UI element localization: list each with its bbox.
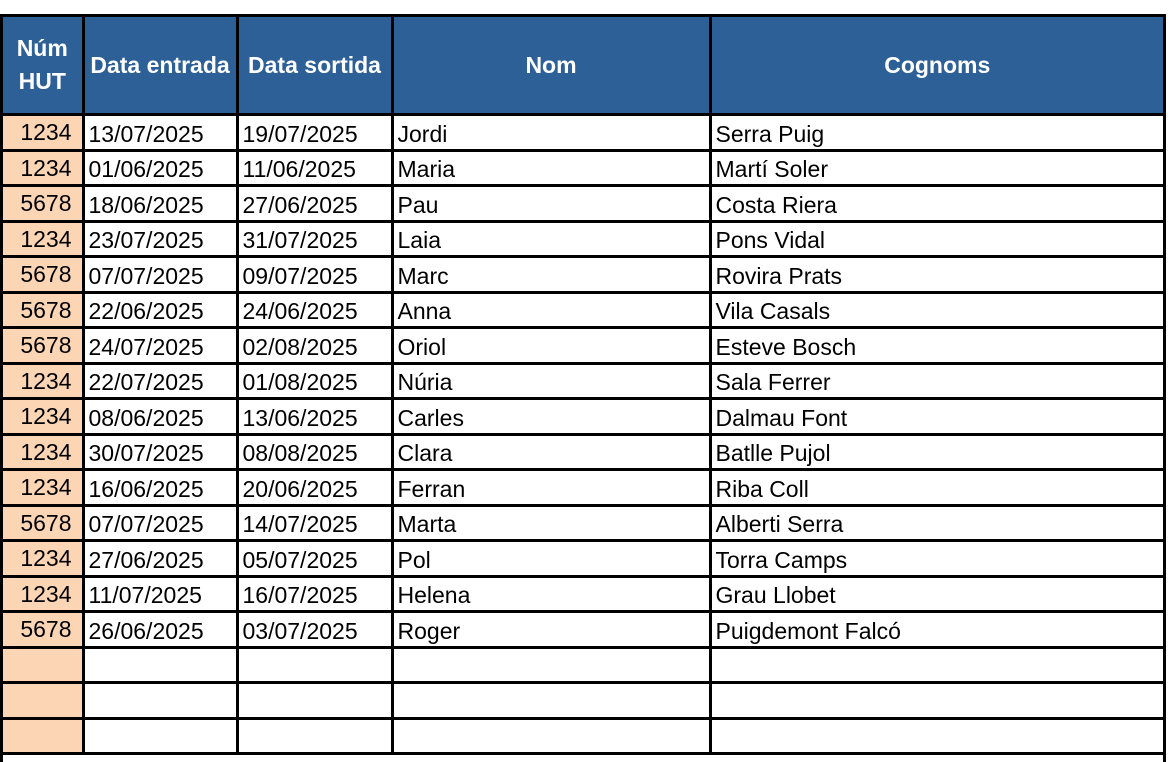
cell-data-sortida[interactable]: 24/06/2025: [237, 292, 392, 328]
header-data-sortida[interactable]: Data sortida: [237, 17, 392, 115]
cell-data-sortida[interactable]: 16/07/2025: [237, 576, 392, 612]
cell-cognoms[interactable]: [710, 683, 1163, 719]
cell-nom[interactable]: Carles: [392, 399, 710, 435]
cell-data-sortida[interactable]: 13/06/2025: [237, 399, 392, 435]
table-row: [3, 683, 1163, 719]
table-row: [3, 647, 1163, 683]
cell-num-hut[interactable]: 1234: [3, 363, 83, 399]
cell-cognoms[interactable]: Pons Vidal: [710, 221, 1163, 257]
cell-nom[interactable]: Laia: [392, 221, 710, 257]
cell-cognoms[interactable]: Esteve Bosch: [710, 328, 1163, 364]
cell-num-hut[interactable]: 5678: [3, 612, 83, 648]
cell-cognoms[interactable]: [710, 718, 1163, 754]
cell-nom[interactable]: Anna: [392, 292, 710, 328]
cell-cognoms[interactable]: Sala Ferrer: [710, 363, 1163, 399]
cell-data-sortida[interactable]: 19/07/2025: [237, 115, 392, 151]
cell-nom[interactable]: Núria: [392, 363, 710, 399]
cell-num-hut[interactable]: 1234: [3, 221, 83, 257]
cell-nom[interactable]: [392, 683, 710, 719]
header-cognoms[interactable]: Cognoms: [710, 17, 1163, 115]
cell-num-hut[interactable]: 1234: [3, 115, 83, 151]
cell-data-entrada[interactable]: 01/06/2025: [83, 150, 237, 186]
cell-data-entrada[interactable]: 11/07/2025: [83, 576, 237, 612]
table-row: [3, 292, 1163, 328]
cell-num-hut[interactable]: 1234: [3, 150, 83, 186]
cell-data-sortida[interactable]: 02/08/2025: [237, 328, 392, 364]
cell-nom[interactable]: Maria: [392, 150, 710, 186]
table-row: [3, 505, 1163, 541]
table-row: [3, 434, 1163, 470]
table-row: [3, 150, 1163, 186]
cell-cognoms[interactable]: Alberti Serra: [710, 505, 1163, 541]
cell-data-sortida[interactable]: 03/07/2025: [237, 612, 392, 648]
table-row: [3, 363, 1163, 399]
table-row: [3, 541, 1163, 577]
cell-data-entrada[interactable]: 23/07/2025: [83, 221, 237, 257]
cell-nom[interactable]: Pol: [392, 541, 710, 577]
cell-data-sortida[interactable]: [237, 683, 392, 719]
cell-nom[interactable]: Ferran: [392, 470, 710, 506]
cell-num-hut[interactable]: 1234: [3, 470, 83, 506]
cell-num-hut[interactable]: [3, 647, 83, 683]
table-row: [3, 328, 1163, 364]
cell-data-entrada[interactable]: 30/07/2025: [83, 434, 237, 470]
cell-cognoms[interactable]: Batlle Pujol: [710, 434, 1163, 470]
cell-cognoms[interactable]: Dalmau Font: [710, 399, 1163, 435]
cell-cognoms[interactable]: Riba Coll: [710, 470, 1163, 506]
cell-num-hut[interactable]: [3, 683, 83, 719]
cell-data-sortida[interactable]: 08/08/2025: [237, 434, 392, 470]
spreadsheet: [0, 14, 1166, 762]
cell-num-hut[interactable]: 5678: [3, 257, 83, 293]
cell-data-sortida[interactable]: 09/07/2025: [237, 257, 392, 293]
cell-nom[interactable]: [392, 718, 710, 754]
cell-data-sortida[interactable]: [237, 647, 392, 683]
cell-data-entrada[interactable]: 13/07/2025: [83, 115, 237, 151]
cell-num-hut[interactable]: 1234: [3, 399, 83, 435]
cell-nom[interactable]: Helena: [392, 576, 710, 612]
header-row: [3, 17, 1163, 115]
cell-nom[interactable]: Marta: [392, 505, 710, 541]
bookings-table: [3, 17, 1163, 755]
cell-data-entrada[interactable]: [83, 683, 237, 719]
cell-cognoms[interactable]: Serra Puig: [710, 115, 1163, 151]
table-row: [3, 221, 1163, 257]
cell-data-entrada[interactable]: 07/07/2025: [83, 505, 237, 541]
cell-nom[interactable]: Jordi: [392, 115, 710, 151]
cell-cognoms[interactable]: Torra Camps: [710, 541, 1163, 577]
cell-data-entrada[interactable]: 26/06/2025: [83, 612, 237, 648]
cell-data-entrada[interactable]: 18/06/2025: [83, 186, 237, 222]
cell-data-sortida[interactable]: 27/06/2025: [237, 186, 392, 222]
cell-data-sortida[interactable]: [237, 718, 392, 754]
cell-nom[interactable]: Oriol: [392, 328, 710, 364]
cell-cognoms[interactable]: Grau Llobet: [710, 576, 1163, 612]
cell-data-entrada[interactable]: 07/07/2025: [83, 257, 237, 293]
cell-nom[interactable]: Roger: [392, 612, 710, 648]
table-header: [3, 17, 1163, 115]
cell-data-sortida[interactable]: 20/06/2025: [237, 470, 392, 506]
table-row: [3, 186, 1163, 222]
cell-data-sortida[interactable]: 14/07/2025: [237, 505, 392, 541]
cell-nom[interactable]: Clara: [392, 434, 710, 470]
cell-data-entrada[interactable]: 24/07/2025: [83, 328, 237, 364]
cell-data-sortida[interactable]: 05/07/2025: [237, 541, 392, 577]
table-row: [3, 612, 1163, 648]
cell-num-hut[interactable]: 1234: [3, 541, 83, 577]
table-row: [3, 257, 1163, 293]
cell-num-hut[interactable]: 5678: [3, 292, 83, 328]
cell-cognoms[interactable]: Costa Riera: [710, 186, 1163, 222]
cell-num-hut[interactable]: 5678: [3, 186, 83, 222]
cell-cognoms[interactable]: Martí Soler: [710, 150, 1163, 186]
cell-data-entrada[interactable]: 22/06/2025: [83, 292, 237, 328]
cell-num-hut[interactable]: [3, 718, 83, 754]
cell-cognoms[interactable]: Rovira Prats: [710, 257, 1163, 293]
cell-nom[interactable]: Marc: [392, 257, 710, 293]
table-row: [3, 399, 1163, 435]
cell-data-entrada[interactable]: [83, 718, 237, 754]
header-data-entrada[interactable]: Data entrada: [83, 17, 237, 115]
cell-data-entrada[interactable]: 27/06/2025: [83, 541, 237, 577]
cell-cognoms[interactable]: Puigdemont Falcó: [710, 612, 1163, 648]
cell-cognoms[interactable]: Vila Casals: [710, 292, 1163, 328]
cell-nom[interactable]: [392, 647, 710, 683]
table-body: [3, 115, 1163, 754]
cell-num-hut[interactable]: 5678: [3, 505, 83, 541]
cell-num-hut[interactable]: 5678: [3, 328, 83, 364]
table-row: [3, 718, 1163, 754]
table-row: [3, 115, 1163, 151]
cell-data-sortida[interactable]: 11/06/2025: [237, 150, 392, 186]
cell-data-entrada[interactable]: 08/06/2025: [83, 399, 237, 435]
header-num-hut[interactable]: Núm HUT: [3, 17, 83, 115]
table-row: [3, 576, 1163, 612]
cell-nom[interactable]: Pau: [392, 186, 710, 222]
cell-data-sortida[interactable]: 01/08/2025: [237, 363, 392, 399]
cell-num-hut[interactable]: 1234: [3, 434, 83, 470]
cell-data-entrada[interactable]: 22/07/2025: [83, 363, 237, 399]
table-row: [3, 470, 1163, 506]
cell-data-entrada[interactable]: 16/06/2025: [83, 470, 237, 506]
header-nom[interactable]: Nom: [392, 17, 710, 115]
cell-data-entrada[interactable]: [83, 647, 237, 683]
cell-num-hut[interactable]: 1234: [3, 576, 83, 612]
cell-cognoms[interactable]: [710, 647, 1163, 683]
cell-data-sortida[interactable]: 31/07/2025: [237, 221, 392, 257]
